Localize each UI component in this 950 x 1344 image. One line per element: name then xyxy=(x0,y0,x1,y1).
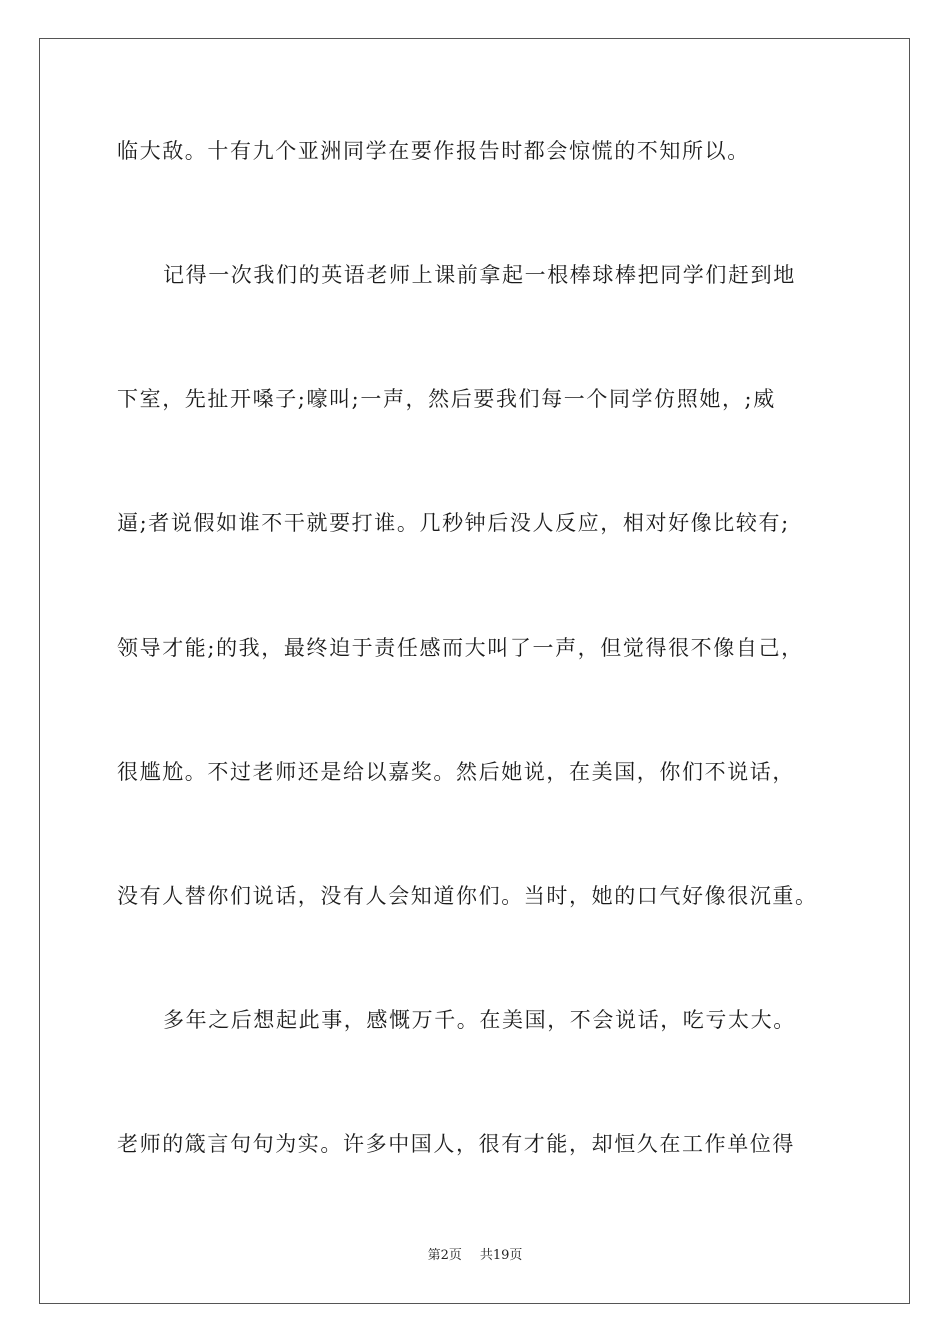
page-border xyxy=(39,38,910,1304)
text-line-8-paragraph-start: 多年之后想起此事，感慨万千。在美国，不会说话，吃亏太大。 xyxy=(163,1008,796,1032)
text-line-3: 下室，先扯开嗓子;嚎叫;一声，然后要我们每一个同学仿照她，;威 xyxy=(117,387,776,411)
text-line-5: 领导才能;的我，最终迫于责任感而大叫了一声，但觉得很不像自己， xyxy=(117,636,804,660)
page-number: 第2页 xyxy=(427,1248,462,1263)
text-line-4: 逼;者说假如谁不干就要打谁。几秒钟后没人反应，相对好像比较有; xyxy=(117,511,790,535)
page-footer xyxy=(0,1247,950,1265)
text-line-9: 老师的箴言句句为实。许多中国人，很有才能，却恒久在工作单位得 xyxy=(117,1132,795,1156)
text-line-2-paragraph-start: 记得一次我们的英语老师上课前拿起一根棒球棒把同学们赶到地 xyxy=(163,263,796,287)
text-line-7: 没有人替你们说话，没有人会知道你们。当时，她的口气好像很沉重。 xyxy=(117,884,818,908)
text-line-1: 临大敌。十有九个亚洲同学在要作报告时都会惊慌的不知所以。 xyxy=(117,139,750,163)
total-pages: 共19页 xyxy=(479,1248,523,1263)
text-line-6: 很尴尬。不过老师还是给以嘉奖。然后她说，在美国，你们不说话， xyxy=(117,760,795,784)
